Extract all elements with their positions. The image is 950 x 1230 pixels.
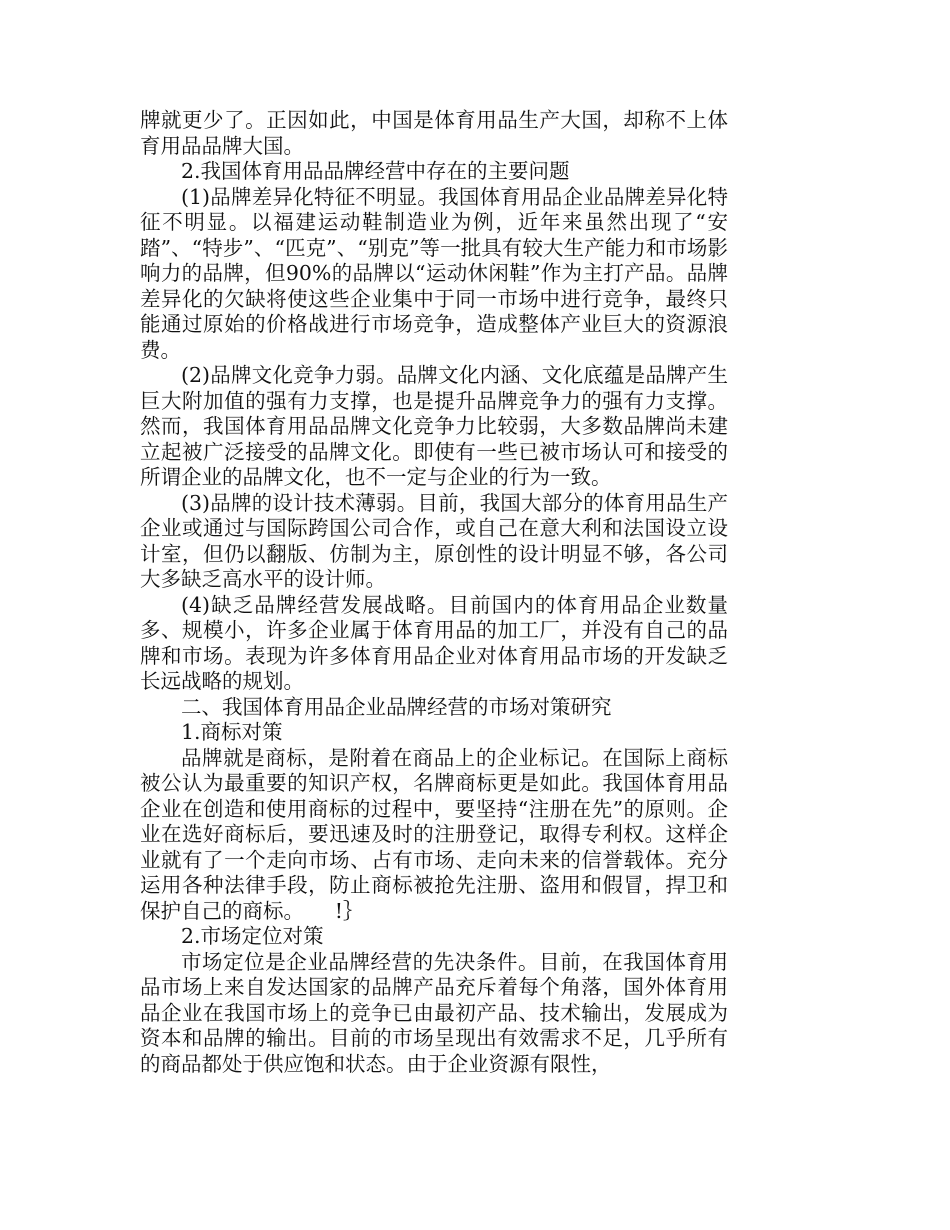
- paragraph-brand-differentiation: (1)品牌差异化特征不明显。我国体育用品企业品牌差异化特征不明显。以福建运动鞋制造业为例，近年来虽然出现了“安踏”、“特步”、“匹克”、“别克”等一批具有较大生产能力和市场影响力的品牌，但90%的品牌以“运动休闲鞋”作为主打产品。品牌差异化的欠缺将使这些企业集中于同一市场中进行竞争，最终只能通过原始的价格战进行市场竞争，造成整体产业巨大的资源浪费。: [140, 184, 728, 362]
- paragraph-brand-strategy: (4)缺乏品牌经营发展战略。目前国内的体育用品企业数量多、规模小，许多企业属于体育用品的加工厂，并没有自己的品牌和市场。表现为许多体育用品企业对体育用品市场的开发缺乏长远战略的规划。: [140, 592, 728, 693]
- paragraph-trademark: 品牌就是商标，是附着在商品上的企业标记。在国际上商标被公认为最重要的知识产权，名牌商标更是如此。我国体育用品企业在创造和使用商标的过程中，要坚持“注册在先”的原则。企业在选好商标后，要迅速及时的注册登记，取得专利权。这样企业就有了一个走向市场、占有市场、走向未来的信誉载体。充分运用各种法律手段，防止商标被抢先注册、盗用和假冒，捍卫和保护自己的商标。 !｝: [140, 745, 728, 923]
- paragraph-design-technology: (3)品牌的设计技术薄弱。目前，我国大部分的体育用品生产企业或通过与国际跨国公司合作，或自己在意大利和法国设立设计室，但仍以翻版、仿制为主，原创性的设计明显不够，各公司大多缺乏高水平的设计师。: [140, 490, 728, 591]
- subheading-market-positioning: 2.市场定位对策: [181, 924, 324, 948]
- subheading-trademark-strategy: 1.商标对策: [181, 720, 283, 744]
- section-heading-market-strategies: 二、我国体育用品企业品牌经营的市场对策研究: [181, 694, 612, 719]
- document-body: [140, 108, 728, 1077]
- paragraph-brand-culture: (2)品牌文化竞争力弱。品牌文化内涵、文化底蕴是品牌产生巨大附加值的强有力支撑，也是提升品牌竞争力的强有力支撑。然而，我国体育用品品牌文化竞争力比较弱，大多数品牌尚未建立起被广泛接受的品牌文化。即使有一些已被市场认可和接受的所谓企业的品牌文化，也不一定与企业的行为一致。: [140, 363, 728, 489]
- section-heading-main-problems: 2.我国体育用品品牌经营中存在的主要问题: [181, 159, 570, 183]
- paragraph-continuation: 牌就更少了。正因如此，中国是体育用品生产大国，却称不上体育用品品牌大国。: [140, 108, 728, 158]
- paragraph-market-positioning: 市场定位是企业品牌经营的先决条件。目前，在我国体育用品市场上来自发达国家的品牌产品充斥着每个角落，国外体育用品企业在我国市场上的竞争已由最初产品、技术输出，发展成为资本和品牌的输出。目前的市场呈现出有效需求不足，几乎所有的商品都处于供应饱和状态。由于企业资源有限性，: [140, 949, 728, 1076]
